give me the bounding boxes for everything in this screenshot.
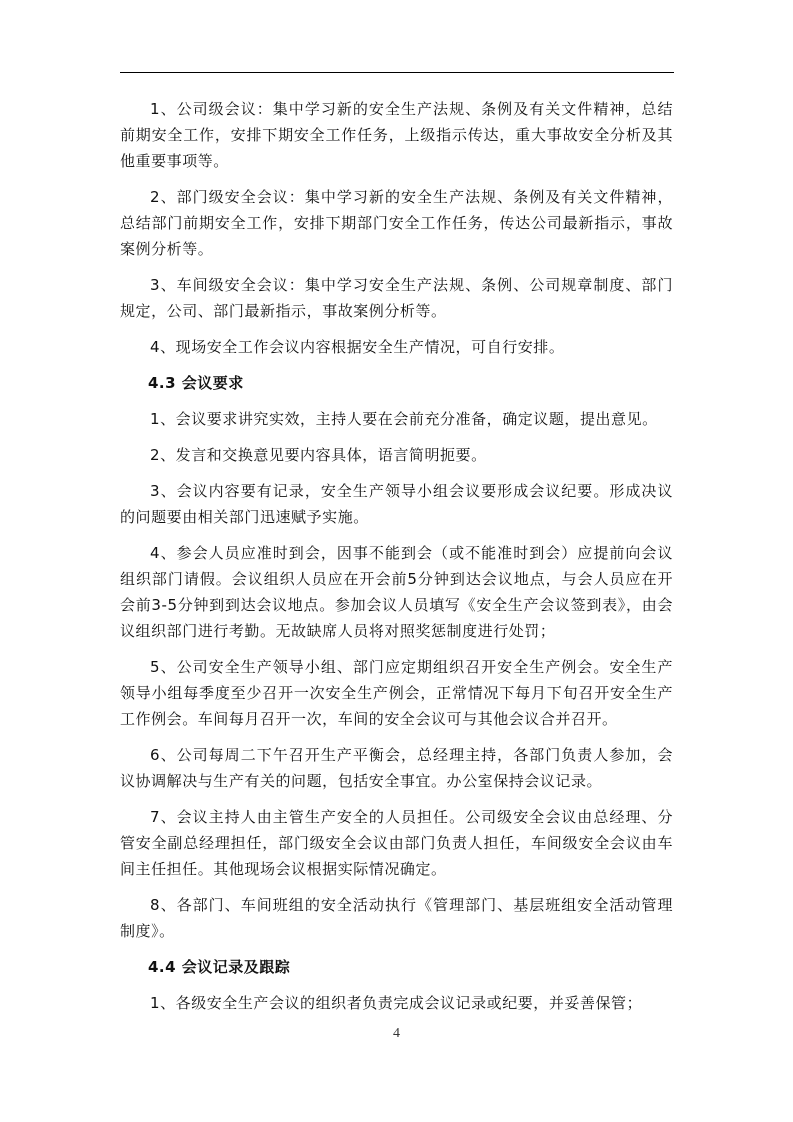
paragraph-requirement-7: 7、会议主持人由主管生产安全的人员担任。公司级安全会议由总经理、分管安全副总经理担任，部门级安全会议由部门负责人担任，车间级安全会议由车间主任担任。其他现场会议根据实际情况确定。 [120, 808, 673, 878]
paragraph-onsite-meeting: 4、现场安全工作会议内容根据安全生产情况，可自行安排。 [150, 338, 565, 356]
paragraph-requirement-1: 1、会议要求讲究实效，主持人要在会前充分准备，确定议题，提出意见。 [150, 410, 658, 428]
paragraph-department-meeting: 2、部门级安全会议：集中学习新的安全生产法规、条例及有关文件精神，总结部门前期安全工作，安排下期部门安全工作任务，传达公司最新指示，事故案例分析等。 [120, 188, 673, 258]
section-heading-4-4: 4.4 会议记录及跟踪 [148, 958, 291, 976]
page-number: 4 [393, 1026, 400, 1041]
paragraph-requirement-4: 4、参会人员应准时到会，因事不能到会（或不能准时到会）应提前向会议组织部门请假。会议组织人员应在开会前5分钟到达会议地点，与会人员应在开会前3-5分钟到到达会议地点。参加会议人员填写《安全生产会议签到表》，由会议组织部门进行考勤。无故缺席人员将对照奖惩制度进行处罚； [120, 544, 673, 640]
section-heading-4-3: 4.3 会议要求 [148, 374, 244, 392]
header-rule [120, 72, 674, 73]
paragraph-company-meeting: 1、公司级会议：集中学习新的安全生产法规、条例及有关文件精神，总结前期安全工作，安排下期安全工作任务，上级指示传达，重大事故安全分析及其他重要事项等。 [120, 100, 673, 170]
paragraph-workshop-meeting: 3、车间级安全会议：集中学习安全生产法规、条例、公司规章制度、部门规定，公司、部门最新指示，事故案例分析等。 [120, 276, 673, 320]
paragraph-record-1: 1、各级安全生产会议的组织者负责完成会议记录或纪要，并妥善保管； [150, 994, 643, 1012]
paragraph-requirement-5: 5、公司安全生产领导小组、部门应定期组织召开安全生产例会。安全生产领导小组每季度至少召开一次安全生产例会，正常情况下每月下旬召开安全生产工作例会。车间每月召开一次，车间的安全会议可与其他会议合并召开。 [120, 658, 673, 728]
document-body [120, 96, 673, 1026]
paragraph-requirement-3: 3、会议内容要有记录，安全生产领导小组会议要形成会议纪要。形成决议的问题要由相关部门迅速赋予实施。 [120, 482, 673, 526]
paragraph-requirement-8: 8、各部门、车间班组的安全活动执行《管理部门、基层班组安全活动管理制度》。 [120, 896, 673, 940]
paragraph-requirement-2: 2、发言和交换意见要内容具体，语言简明扼要。 [150, 446, 487, 464]
paragraph-requirement-6: 6、公司每周二下午召开生产平衡会，总经理主持，各部门负责人参加，会议协调解决与生产有关的问题，包括安全事宜。办公室保持会议记录。 [120, 746, 673, 790]
